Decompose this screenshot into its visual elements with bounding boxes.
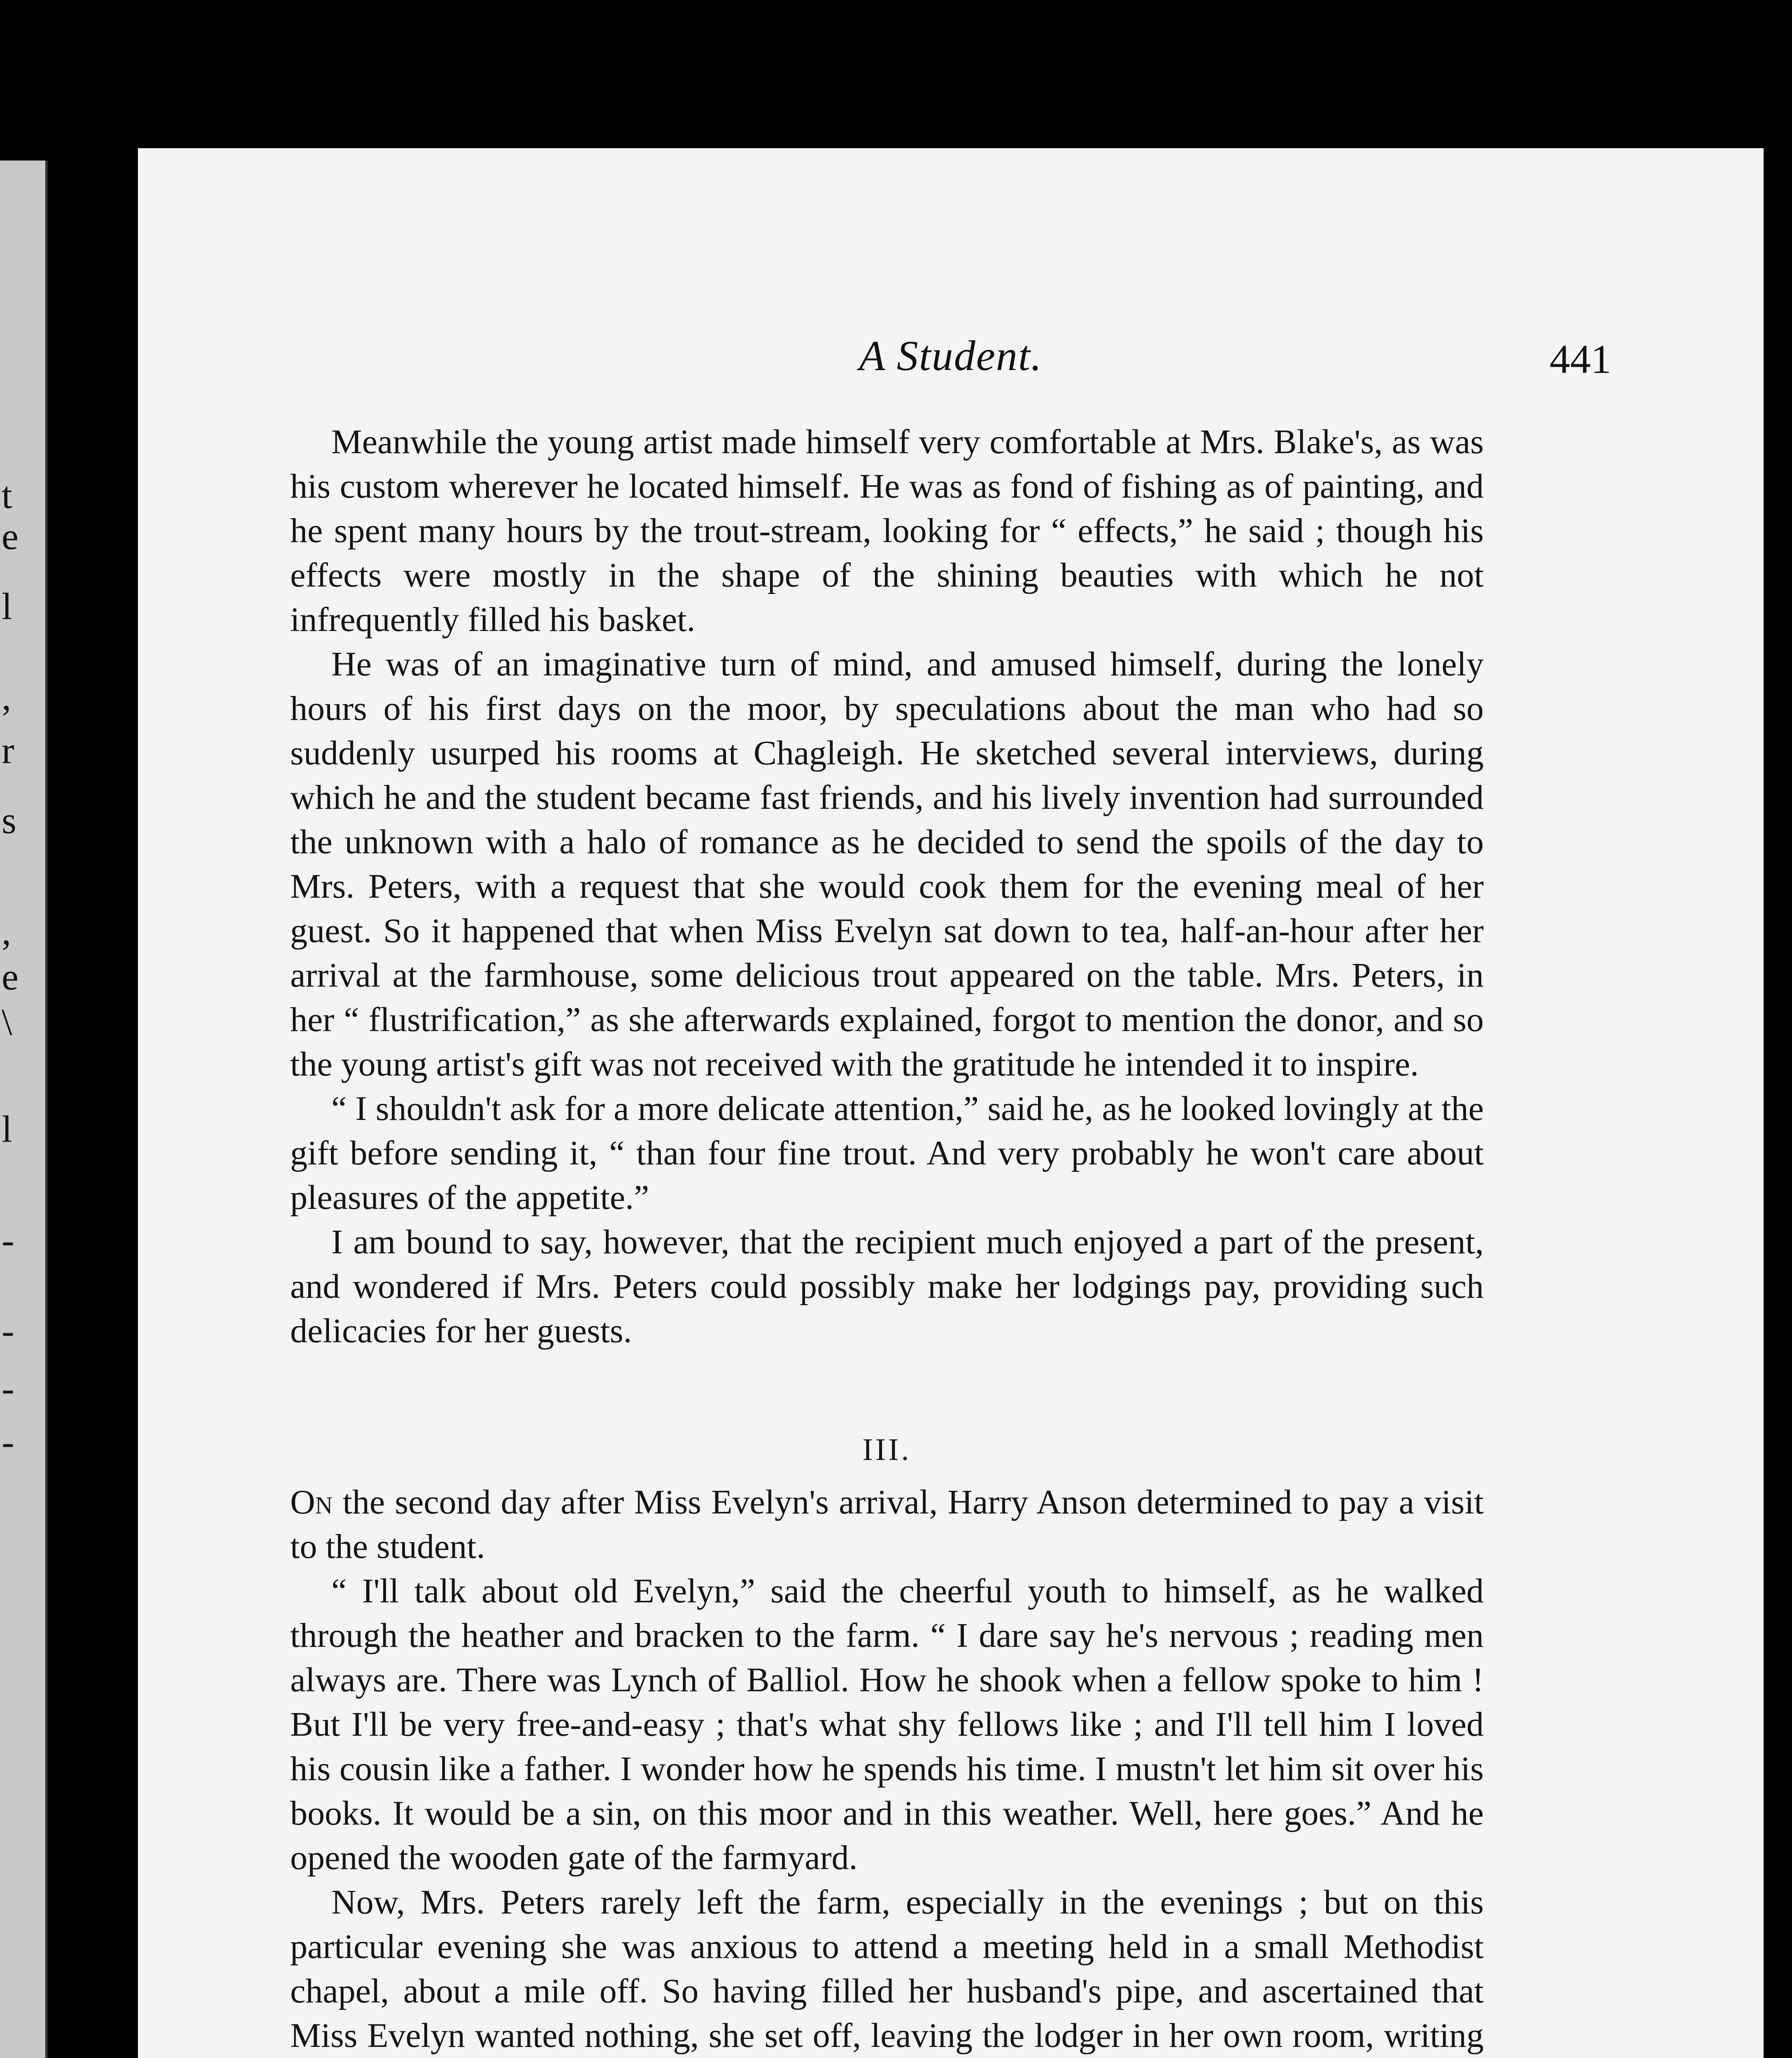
opening-paragraph-text: the second day after Miss Evelyn's arrival, Harry Anson determined to pay a visit to the student. [290, 1483, 1484, 1566]
paragraph: “ I'll talk about old Evelyn,” said the cheerful youth to himself, as he walked through the heather and bracken to the farm. “ I dare say he's nervous ; reading men always are. There was Lynch of Balliol. How he shook when a fellow spoke to him ! But I'll be very free-and-easy ; that's what shy fellows like ; and I'll tell him I loved his cousin like a father. I wonder how he spends his time. I mustn't let him sit over his books. It would be a sin, on this moor and in this weather. Well, here goes.” And he opened the wooden gate of the farmyard. [290, 1572, 1484, 1877]
facing-page-fragment: e [2, 515, 19, 557]
body-text [290, 420, 1484, 2058]
page-number: 441 [1550, 336, 1611, 382]
facing-page-fragment: - [2, 1219, 14, 1261]
paragraph: Meanwhile the young artist made himself very comfortable at Mrs. Blake's, as was his custom wherever he located himself. He was as fond of fishing as of painting, and he spent many hours by the trout-stream, looking for “ effects,” he said ; though his effects were mostly in the shape of the shining beauties with which he not infrequently filled his basket. [290, 423, 1484, 639]
facing-page-fragment: , [2, 910, 11, 952]
facing-page-fragment: l [2, 1108, 12, 1150]
paragraph: Now, Mrs. Peters rarely left the farm, especially in the evenings ; but on this particular evening she was anxious to attend a meeting held in a small Methodist chapel, about a mile off. So having filled her husband's pipe, and ascertained that Miss Evelyn wanted nothing, she set off, leaving the lodger in her own room, writing [290, 1883, 1484, 2055]
book-page [138, 148, 1764, 2058]
paragraph: He was of an imaginative turn of mind, and amused himself, during the lonely hours of his first days on the moor, by speculations about the man who had so suddenly usurped his rooms at Chagleigh. He sketched several interviews, during which he and the student became fast friends, and his lively invention had surrounded the unknown with a halo of romance as he decided to send the spoils of the day to Mrs. Peters, with a request that she would cook them for the evening meal of her guest. So it happened that when Miss Evelyn sat down to tea, half-an-hour after her arrival at the farmhouse, some delicious trout appeared on the table. Mrs. Peters, in her “ flustrification,” as she afterwards explained, forgot to mention the donor, and so the young artist's gift was not received with the gratitude he intended it to inspire. [290, 645, 1484, 1083]
facing-page-fragment: s [2, 799, 16, 841]
facing-page-fragment: t [2, 474, 12, 516]
facing-page-fragment: - [2, 1310, 14, 1352]
section-heading: III. [862, 1432, 912, 1467]
opening-word: On [290, 1483, 333, 1521]
paragraph: “ I shouldn't ask for a more delicate attention,” said he, as he looked lovingly at the gift before sending it, “ than four fine trout. And very probably he won't care about pleasures of the appetite.” [290, 1090, 1484, 1217]
facing-page-fragment: l [2, 585, 12, 627]
facing-page-fragment: , [2, 676, 11, 718]
facing-page-fragment: r [2, 729, 14, 771]
facing-page-fragment: - [2, 1367, 14, 1409]
paragraph: I am bound to say, however, that the recipient much enjoyed a part of the present, and wondered if Mrs. Peters could possibly make her lodgings pay, providing such delicacies for her guests. [290, 1223, 1484, 1350]
section-opening-paragraph [290, 1480, 1484, 1569]
facing-page-fragment: \ [2, 1001, 12, 1043]
facing-page-fragment: e [2, 956, 19, 998]
facing-page-edge [0, 161, 48, 2058]
page-header [138, 331, 1764, 389]
facing-page-fragment: - [2, 1421, 14, 1463]
running-title: A Student. [859, 332, 1043, 379]
